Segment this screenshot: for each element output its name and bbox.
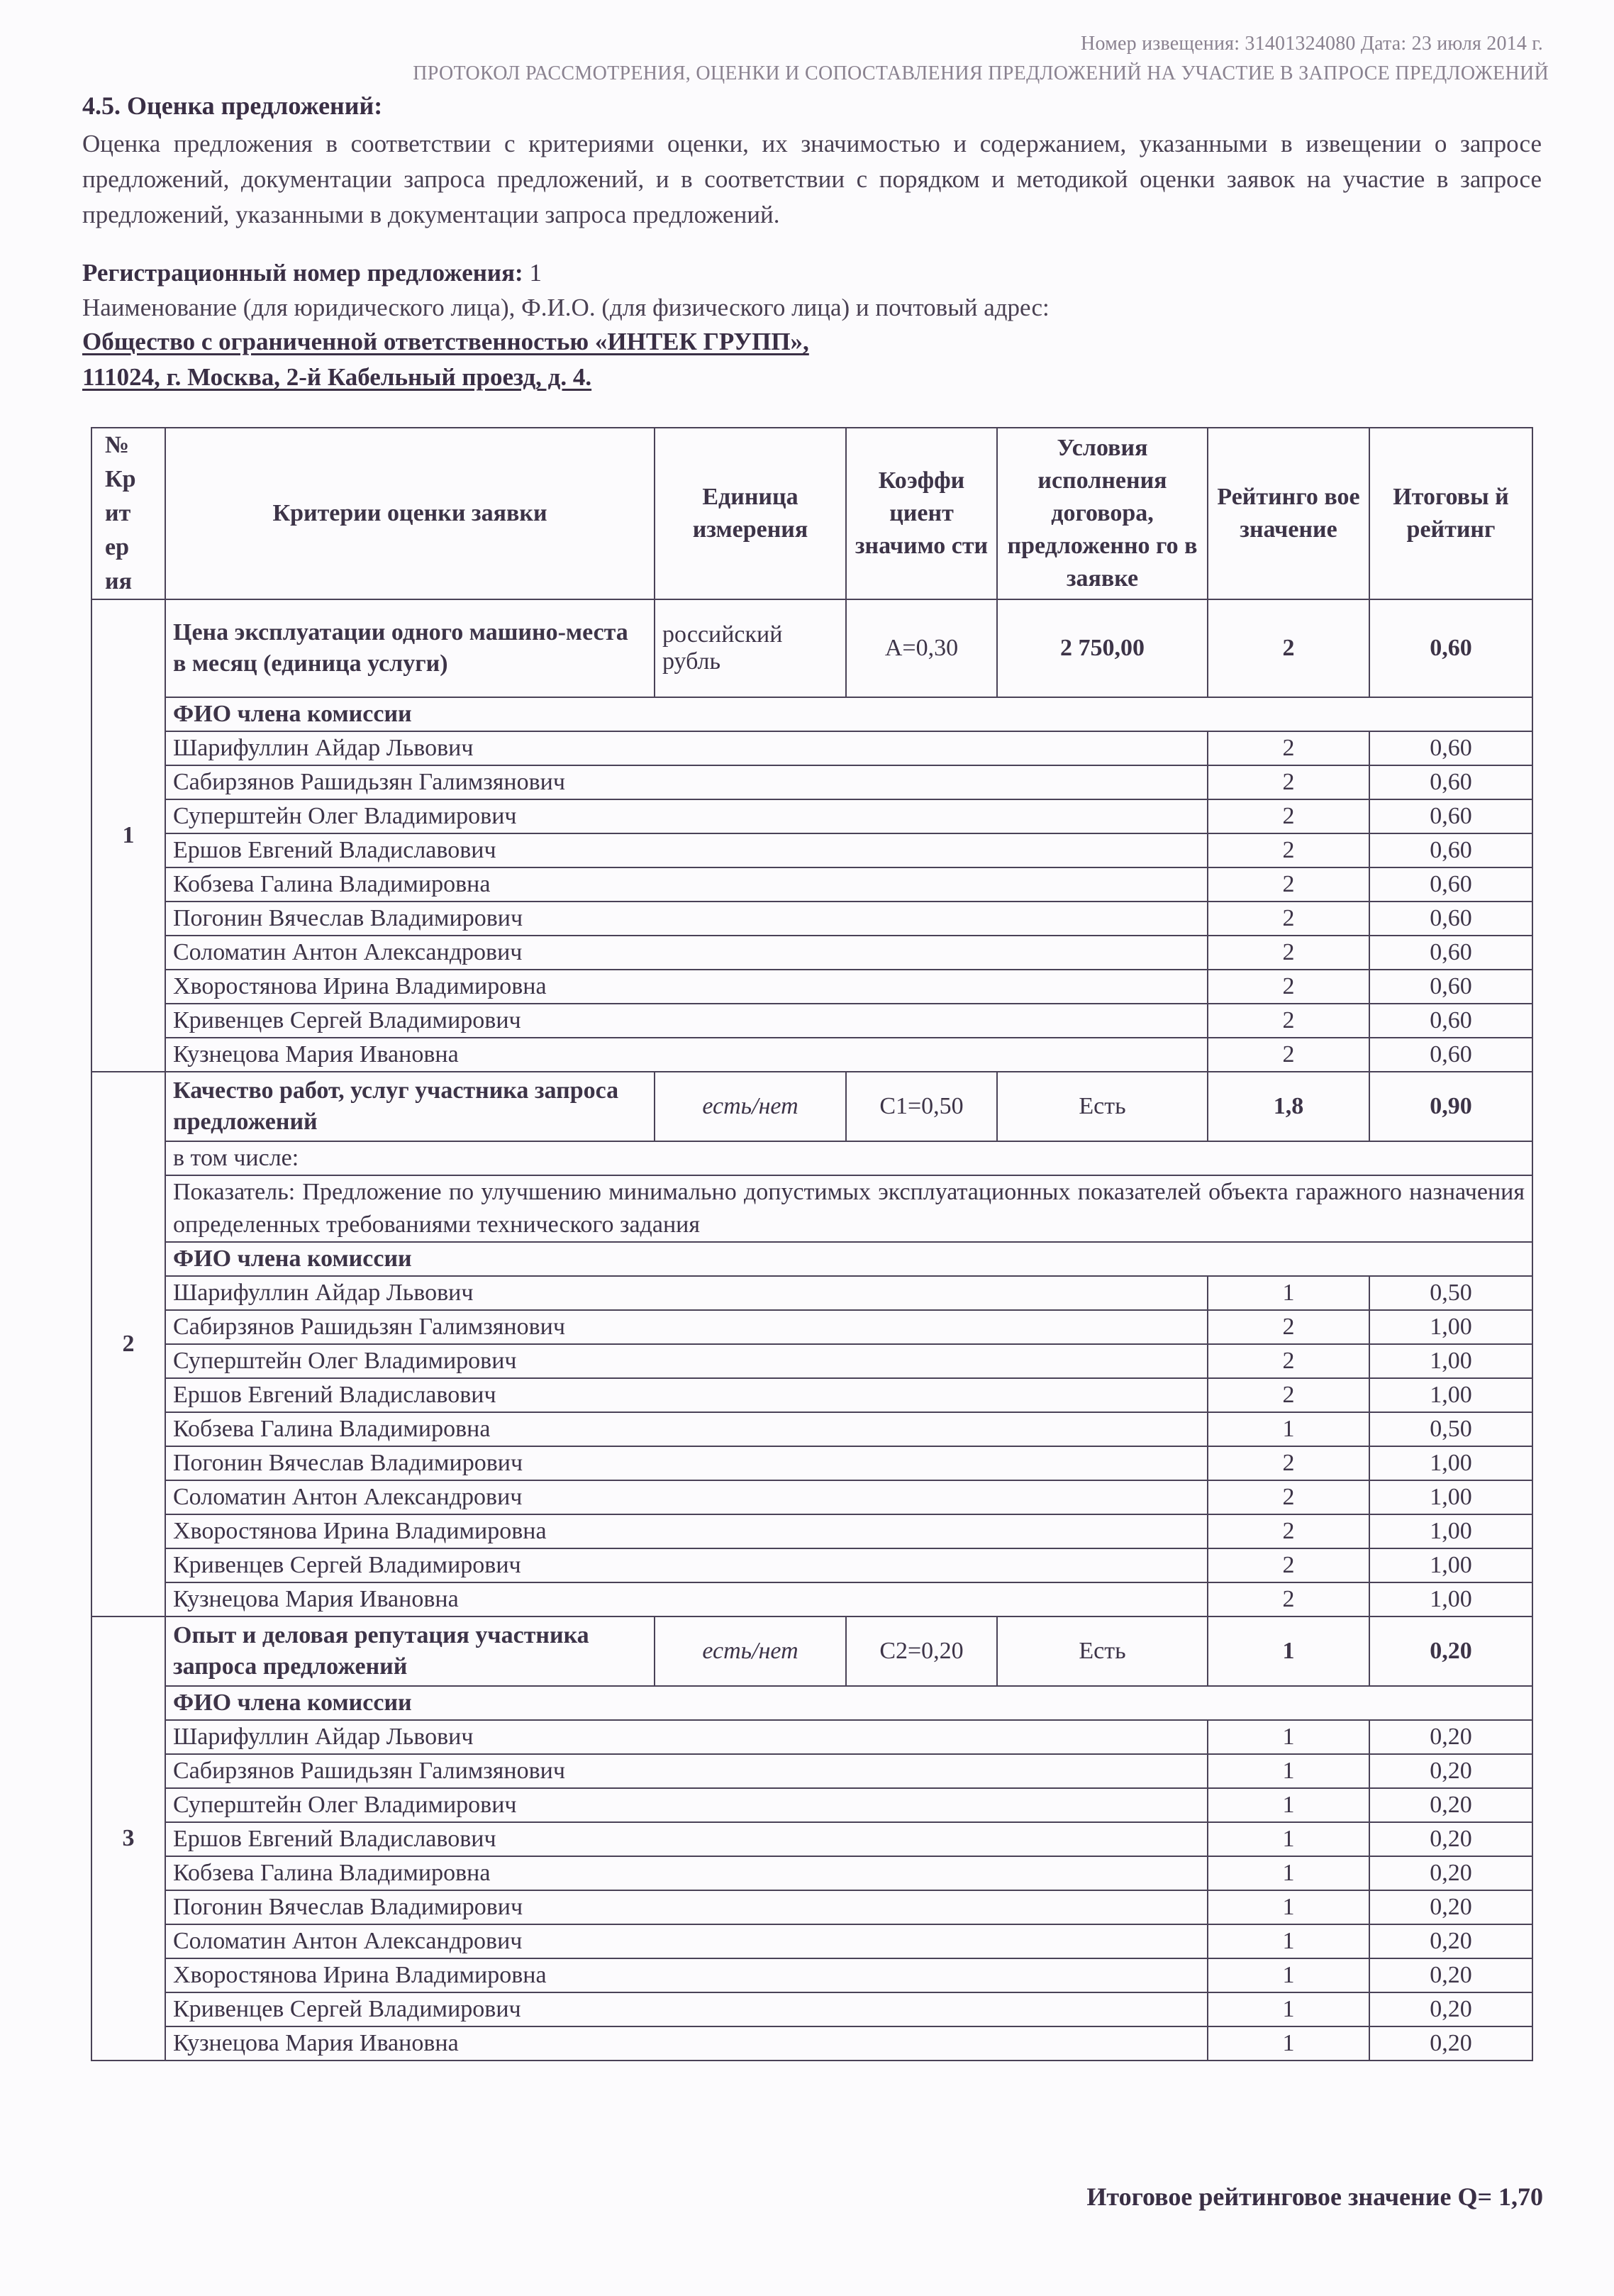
member-final-rating: 0,60 — [1369, 970, 1532, 1004]
member-name: Кобзева Галина Владимировна — [165, 1856, 1208, 1890]
member-final-rating: 0,20 — [1369, 1992, 1532, 2026]
member-rating: 2 — [1208, 1038, 1369, 1072]
member-rating: 1 — [1208, 1720, 1369, 1754]
commission-member-row — [91, 799, 1532, 833]
member-name: Погонин Вячеслав Владимирович — [165, 902, 1208, 936]
criterion-coefficient: С1=0,50 — [846, 1072, 997, 1141]
member-name: Кривенцев Сергей Владимирович — [165, 1548, 1208, 1582]
commission-member-row — [91, 1378, 1532, 1412]
criterion-rating: 1 — [1208, 1616, 1369, 1686]
commission-member-row — [91, 1754, 1532, 1788]
member-final-rating: 0,60 — [1369, 1038, 1532, 1072]
member-name: Суперштейн Олег Владимирович — [165, 799, 1208, 833]
criterion-final-rating: 0,60 — [1369, 599, 1532, 697]
member-name: Хворостянова Ирина Владимировна — [165, 1514, 1208, 1548]
commission-member-row — [91, 1514, 1532, 1548]
member-final-rating: 0,60 — [1369, 731, 1532, 765]
member-final-rating: 0,60 — [1369, 765, 1532, 799]
header-conditions: Условия исполнения договора, предложенно го в заявке — [997, 428, 1208, 599]
member-name: Сабирзянов Рашидьзян Галимзянович — [165, 1310, 1208, 1344]
section-title: 4.5. Оценка предложений: — [82, 91, 383, 120]
criterion-coefficient: А=0,30 — [846, 599, 997, 697]
member-name: Погонин Вячеслав Владимирович — [165, 1890, 1208, 1924]
header-coefficient: Коэффи циент значимо сти — [846, 428, 997, 599]
member-final-rating: 1,00 — [1369, 1310, 1532, 1344]
member-rating: 2 — [1208, 1548, 1369, 1582]
member-rating: 1 — [1208, 1924, 1369, 1958]
total-rating — [1086, 2182, 1543, 2212]
commission-header-row — [91, 1686, 1532, 1720]
commission-member-row — [91, 1480, 1532, 1514]
commission-member-row — [91, 1958, 1532, 1992]
member-name: Кобзева Галина Владимировна — [165, 867, 1208, 902]
including-label: в том числе: — [165, 1141, 1532, 1175]
member-name: Кузнецова Мария Ивановна — [165, 1582, 1208, 1616]
criterion-coefficient: С2=0,20 — [846, 1616, 997, 1686]
commission-member-row — [91, 1582, 1532, 1616]
member-rating: 2 — [1208, 1480, 1369, 1514]
commission-member-row — [91, 1344, 1532, 1378]
commission-member-row — [91, 902, 1532, 936]
member-name: Сабирзянов Рашидьзян Галимзянович — [165, 765, 1208, 799]
commission-member-row — [91, 867, 1532, 902]
member-final-rating: 1,00 — [1369, 1582, 1532, 1616]
commission-member-row — [91, 833, 1532, 867]
member-rating: 2 — [1208, 799, 1369, 833]
criterion-row — [91, 1616, 1532, 1686]
member-rating: 2 — [1208, 731, 1369, 765]
criterion-name: Цена эксплуатации одного машино-места в месяц (единица услуги) — [165, 599, 655, 697]
member-final-rating: 0,20 — [1369, 1822, 1532, 1856]
member-final-rating: 0,20 — [1369, 1890, 1532, 1924]
commission-member-row — [91, 1276, 1532, 1310]
commission-member-row — [91, 1548, 1532, 1582]
header-criteria: Критерии оценки заявки — [165, 428, 655, 599]
criterion-conditions: 2 750,00 — [997, 599, 1208, 697]
member-rating: 2 — [1208, 867, 1369, 902]
member-name: Суперштейн Олег Владимирович — [165, 1344, 1208, 1378]
member-final-rating: 0,60 — [1369, 902, 1532, 936]
commission-member-row — [91, 1720, 1532, 1754]
member-name: Соломатин Антон Александрович — [165, 1924, 1208, 1958]
commission-member-row — [91, 1856, 1532, 1890]
member-final-rating: 1,00 — [1369, 1344, 1532, 1378]
member-name: Суперштейн Олег Владимирович — [165, 1788, 1208, 1822]
member-name: Хворостянова Ирина Владимировна — [165, 970, 1208, 1004]
member-final-rating: 0,20 — [1369, 1754, 1532, 1788]
commission-header-row — [91, 697, 1532, 731]
commission-member-row — [91, 1822, 1532, 1856]
member-name: Соломатин Антон Александрович — [165, 936, 1208, 970]
member-rating: 2 — [1208, 833, 1369, 867]
member-final-rating: 1,00 — [1369, 1548, 1532, 1582]
commission-member-row — [91, 1924, 1532, 1958]
member-rating: 2 — [1208, 1378, 1369, 1412]
criterion-final-rating: 0,90 — [1369, 1072, 1532, 1141]
participant-company: Общество с ограниченной ответственностью «ИНТЕК ГРУПП», — [82, 328, 809, 355]
member-rating: 1 — [1208, 1788, 1369, 1822]
member-final-rating: 1,00 — [1369, 1480, 1532, 1514]
member-final-rating: 1,00 — [1369, 1378, 1532, 1412]
protocol-title: ПРОТОКОЛ РАССМОТРЕНИЯ, ОЦЕНКИ И СОПОСТАВЛЕНИЯ ПРЕДЛОЖЕНИЙ НА УЧАСТИЕ В ЗАПРОСЕ ПРЕДЛОЖЕНИЙ — [413, 62, 1549, 84]
criterion-number: 1 — [91, 599, 165, 1072]
member-final-rating: 0,60 — [1369, 867, 1532, 902]
member-rating: 1 — [1208, 1856, 1369, 1890]
header-rating: Рейтинго вое значение — [1208, 428, 1369, 599]
member-final-rating: 0,20 — [1369, 1788, 1532, 1822]
member-rating: 2 — [1208, 1514, 1369, 1548]
criterion-unit: есть/нет — [655, 1616, 846, 1686]
member-name: Кузнецова Мария Ивановна — [165, 2026, 1208, 2061]
commission-member-row — [91, 1446, 1532, 1480]
commission-member-row — [91, 1788, 1532, 1822]
total-rating-value: 1,70 — [1498, 2183, 1543, 2211]
member-rating: 1 — [1208, 1992, 1369, 2026]
commission-member-row — [91, 1310, 1532, 1344]
commission-member-row — [91, 765, 1532, 799]
table-header-row — [91, 428, 1532, 599]
commission-member-header: ФИО члена комиссии — [165, 1242, 1532, 1276]
member-rating: 2 — [1208, 1582, 1369, 1616]
member-final-rating: 0,50 — [1369, 1412, 1532, 1446]
registration-number — [82, 259, 542, 287]
criterion-final-rating: 0,20 — [1369, 1616, 1532, 1686]
header-criterion-number: № Кр ит ер ия — [91, 428, 165, 599]
member-name: Кобзева Галина Владимировна — [165, 1412, 1208, 1446]
section-intro: Оценка предложения в соответствии с критериями оценки, их значимостью и содержанием, указанными в извещении о запросе предложений, документации запроса предложений, и в соответствии с порядком и методикой оценки заявок на участие в запросе предложений, указанными в документации запроса предложений. — [82, 130, 1542, 228]
member-rating: 2 — [1208, 1344, 1369, 1378]
member-name: Шарифуллин Айдар Львович — [165, 731, 1208, 765]
member-name: Ершов Евгений Владиславович — [165, 1378, 1208, 1412]
member-rating: 1 — [1208, 1890, 1369, 1924]
criterion-conditions: Есть — [997, 1616, 1208, 1686]
member-final-rating: 0,20 — [1369, 2026, 1532, 2061]
member-final-rating: 0,60 — [1369, 936, 1532, 970]
member-rating: 1 — [1208, 1754, 1369, 1788]
member-rating: 1 — [1208, 2026, 1369, 2061]
registration-label: Регистрационный номер предложения: — [82, 259, 523, 287]
member-name: Шарифуллин Айдар Львович — [165, 1720, 1208, 1754]
member-final-rating: 1,00 — [1369, 1514, 1532, 1548]
evaluation-table — [91, 427, 1533, 2061]
member-rating: 2 — [1208, 1310, 1369, 1344]
criterion-row — [91, 1072, 1532, 1141]
member-name: Хворостянова Ирина Владимировна — [165, 1958, 1208, 1992]
member-final-rating: 0,50 — [1369, 1276, 1532, 1310]
including-row — [91, 1141, 1532, 1175]
criterion-row — [91, 599, 1532, 697]
commission-member-row — [91, 1004, 1532, 1038]
commission-member-row — [91, 2026, 1532, 2061]
member-rating: 2 — [1208, 902, 1369, 936]
member-final-rating: 0,60 — [1369, 1004, 1532, 1038]
criterion-conditions: Есть — [997, 1072, 1208, 1141]
member-name: Кривенцев Сергей Владимирович — [165, 1004, 1208, 1038]
member-rating: 2 — [1208, 1446, 1369, 1480]
criterion-number: 3 — [91, 1616, 165, 2061]
commission-member-row — [91, 1038, 1532, 1072]
member-final-rating: 0,20 — [1369, 1720, 1532, 1754]
member-rating: 1 — [1208, 1276, 1369, 1310]
commission-member-header: ФИО члена комиссии — [165, 1686, 1532, 1720]
commission-member-row — [91, 731, 1532, 765]
header-unit: Единица измерения — [655, 428, 846, 599]
criterion-unit: есть/нет — [655, 1072, 846, 1141]
criterion-number: 2 — [91, 1072, 165, 1616]
member-name: Кузнецова Мария Ивановна — [165, 1038, 1208, 1072]
member-name: Ершов Евгений Владиславович — [165, 1822, 1208, 1856]
member-rating: 1 — [1208, 1412, 1369, 1446]
commission-member-row — [91, 1412, 1532, 1446]
member-name: Кривенцев Сергей Владимирович — [165, 1992, 1208, 2026]
member-rating: 1 — [1208, 1958, 1369, 1992]
registration-value: 1 — [529, 259, 542, 287]
participant-name-label: Наименование (для юридического лица), Ф.И.О. (для физического лица) и почтовый адрес: — [82, 294, 1050, 321]
notice-number-and-date: Номер извещения: 31401324080 Дата: 23 июля 2014 г. — [1081, 33, 1543, 55]
member-final-rating: 1,00 — [1369, 1446, 1532, 1480]
member-final-rating: 0,20 — [1369, 1856, 1532, 1890]
criterion-name: Качество работ, услуг участника запроса предложений — [165, 1072, 655, 1141]
criterion-rating: 2 — [1208, 599, 1369, 697]
member-final-rating: 0,60 — [1369, 799, 1532, 833]
member-name: Ершов Евгений Владиславович — [165, 833, 1208, 867]
commission-member-header: ФИО члена комиссии — [165, 697, 1532, 731]
member-rating: 2 — [1208, 765, 1369, 799]
header-final-rating: Итоговы й рейтинг — [1369, 428, 1532, 599]
criterion-unit: российский рубль — [655, 599, 846, 697]
indicator-text: Показатель: Предложение по улучшению минимально допустимых эксплуатационных показателей объекта гаражного назначения определенных требованиями технического задания — [165, 1175, 1532, 1242]
member-final-rating: 0,60 — [1369, 833, 1532, 867]
member-name: Погонин Вячеслав Владимирович — [165, 1446, 1208, 1480]
member-rating: 2 — [1208, 936, 1369, 970]
commission-member-row — [91, 1890, 1532, 1924]
criterion-name: Опыт и деловая репутация участника запроса предложений — [165, 1616, 655, 1686]
member-name: Сабирзянов Рашидьзян Галимзянович — [165, 1754, 1208, 1788]
criterion-rating: 1,8 — [1208, 1072, 1369, 1141]
participant-address: 111024, г. Москва, 2-й Кабельный проезд, д. 4. — [82, 363, 592, 391]
member-final-rating: 0,20 — [1369, 1924, 1532, 1958]
member-name: Шарифуллин Айдар Львович — [165, 1276, 1208, 1310]
commission-member-row — [91, 936, 1532, 970]
member-rating: 1 — [1208, 1822, 1369, 1856]
commission-member-row — [91, 970, 1532, 1004]
commission-header-row — [91, 1242, 1532, 1276]
indicator-row — [91, 1175, 1532, 1242]
total-rating-label: Итоговое рейтинговое значение Q= — [1086, 2183, 1492, 2211]
member-name: Соломатин Антон Александрович — [165, 1480, 1208, 1514]
member-rating: 2 — [1208, 1004, 1369, 1038]
commission-member-row — [91, 1992, 1532, 2026]
member-rating: 2 — [1208, 970, 1369, 1004]
member-final-rating: 0,20 — [1369, 1958, 1532, 1992]
